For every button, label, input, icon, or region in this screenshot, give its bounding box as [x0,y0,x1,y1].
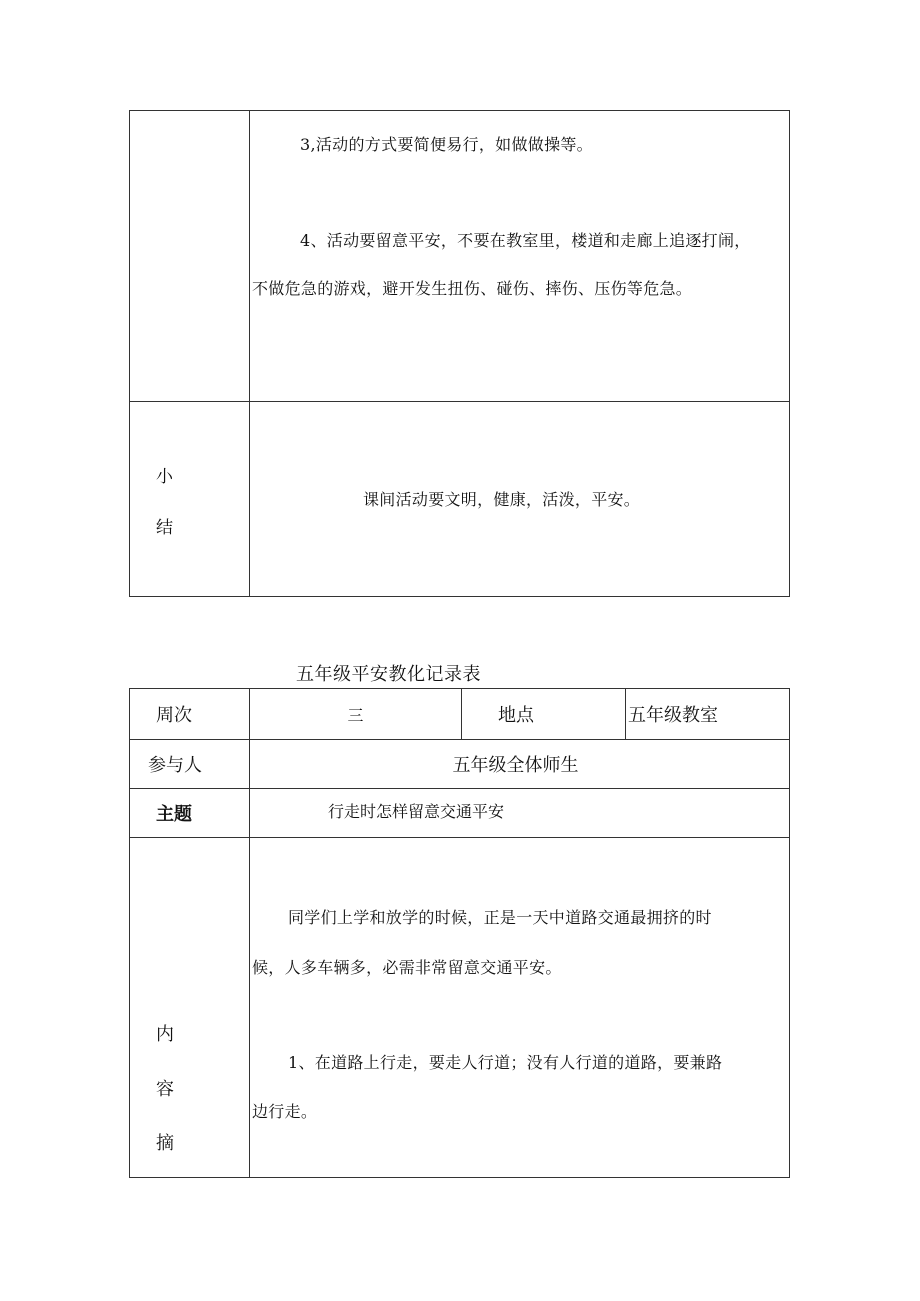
week-value: 三 [250,689,462,739]
location-value: 五年级教室 [628,705,718,726]
week-location-row [130,689,789,740]
content-summary-row [130,838,789,1177]
content-label-char: 内 [156,1024,174,1045]
summary-label-cell [130,402,250,596]
content-row [130,111,789,402]
topic-value: 行走时怎样留意交通平安 [328,801,505,821]
content-label-cell [130,838,250,1177]
continued-table [129,110,790,597]
content-label-char: 容 [156,1079,174,1100]
record-form-table [129,688,790,1178]
topic-row [130,789,789,838]
content-paragraph-4-line1: 4、活动要留意平安，不要在教室里，楼道和走廊上追逐打闹， [300,231,751,250]
content-line: 边行走。 [252,1102,318,1121]
form-title: 五年级平安教化记录表 [296,664,481,685]
content-line: 1、在道路上行走，要走人行道；没有人行道的道路，要兼路 [288,1053,723,1072]
summary-row [130,402,789,596]
content-label-char: 摘 [156,1133,174,1154]
topic-label: 主题 [130,789,250,837]
content-line: 候，人多车辆多，必需非常留意交通平安。 [252,958,562,977]
content-label-cell [130,111,250,401]
week-label: 周次 [130,689,250,739]
content-cell [250,838,789,1177]
content-cell [250,111,789,401]
location-label: 地点 [462,689,626,739]
content-paragraph-4-line2: 不做危急的游戏，避开发生扭伤、碰伤、摔伤、压伤等危急。 [252,279,693,298]
participants-value: 五年级全体师生 [452,755,579,776]
content-line: 同学们上学和放学的时候，正是一天中道路交通最拥挤的时 [288,908,712,927]
participants-label: 参与人 [130,740,250,788]
summary-label-char: 结 [156,518,173,538]
summary-text: 课间活动要文明，健康，活泼，平安。 [363,490,641,509]
summary-label-char: 小 [156,467,173,487]
content-paragraph-3: 3,活动的方式要简便易行，如做做操等。 [300,135,593,154]
participants-row [130,740,789,789]
summary-cell [250,402,789,596]
